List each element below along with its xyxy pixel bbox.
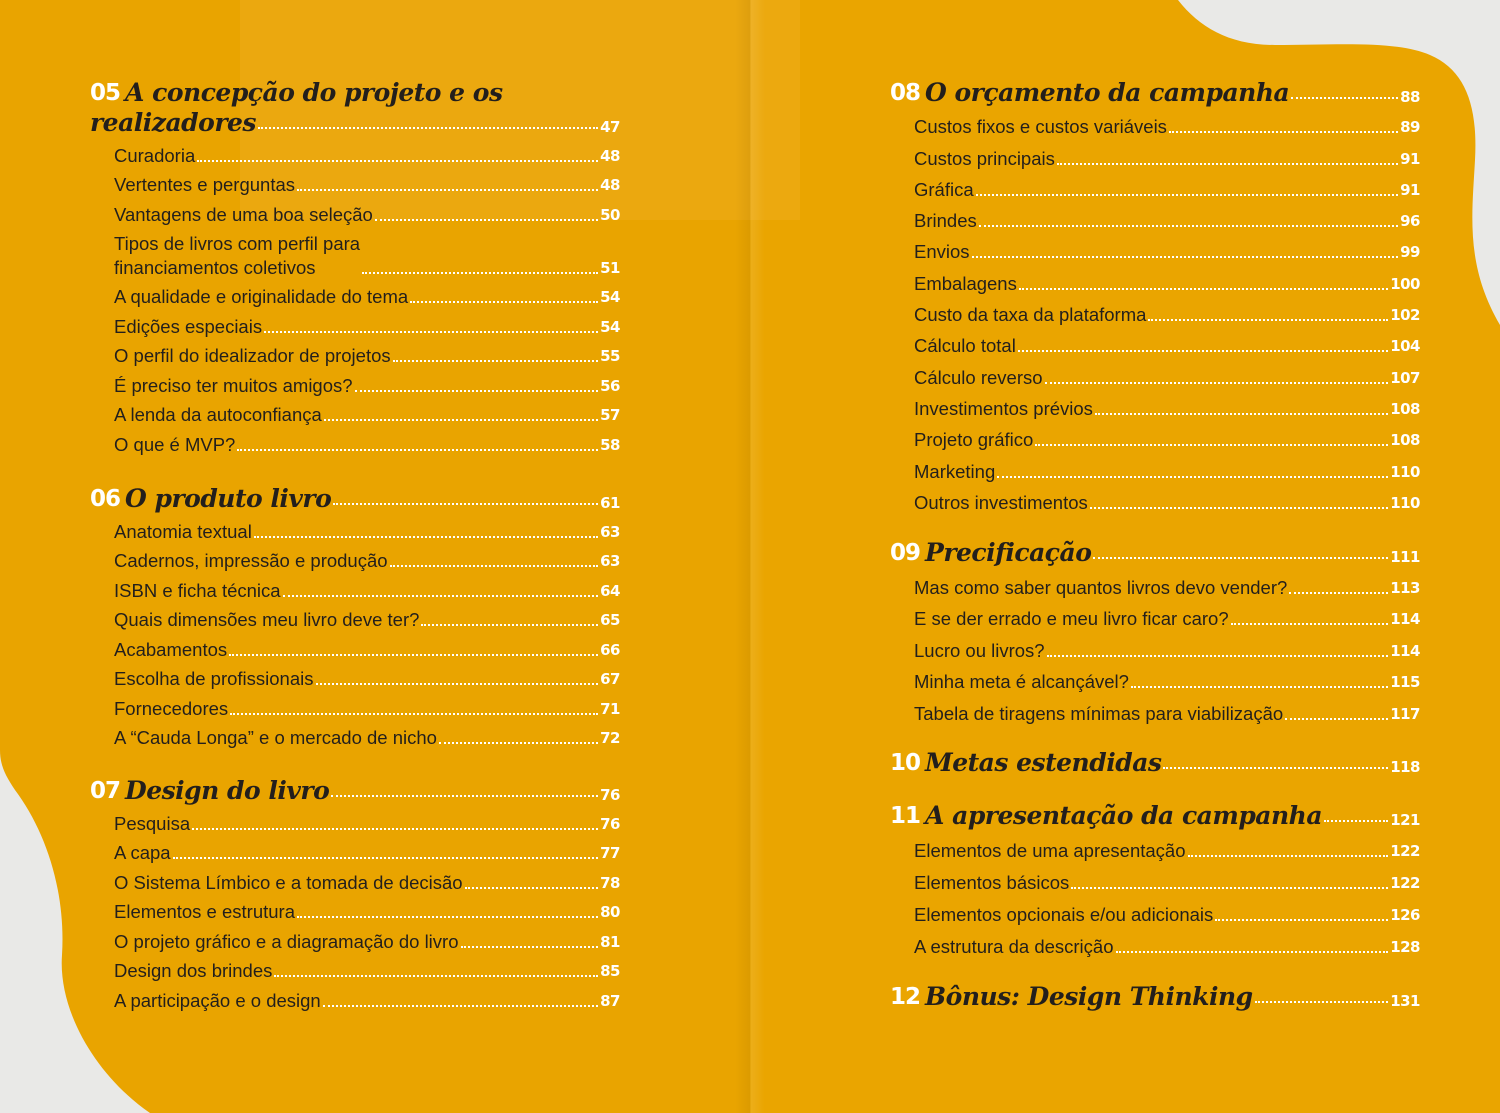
chapter-title: O produto livro <box>125 484 332 513</box>
dot-leader <box>1057 163 1398 165</box>
dot-leader <box>1071 887 1388 889</box>
chapter-heading <box>90 78 620 108</box>
dot-leader <box>173 857 599 859</box>
entry-title: Anatomia textual <box>114 520 252 542</box>
entry-page: 77 <box>600 844 620 862</box>
entry-page: 108 <box>1390 399 1420 418</box>
dot-leader <box>230 713 598 715</box>
chapter-heading <box>90 484 620 514</box>
dot-leader <box>1035 444 1388 446</box>
entry-title: Cálculo reverso <box>914 366 1043 388</box>
entry-title: Outros investimentos <box>914 491 1088 513</box>
chapter-number: 12 <box>890 984 921 1010</box>
toc-entry[interactable] <box>890 139 1420 170</box>
entry-page: 63 <box>600 552 620 570</box>
toc-entry[interactable] <box>890 694 1420 726</box>
toc-entry[interactable] <box>890 171 1420 202</box>
entry-title: Elementos opcionais e/ou adicionais <box>914 904 1214 925</box>
toc-entry[interactable] <box>90 309 620 339</box>
entry-page: 99 <box>1400 243 1420 262</box>
toc-entry[interactable] <box>890 358 1420 389</box>
entry-title: Elementos e estrutura <box>114 901 295 922</box>
entry-page: 114 <box>1390 610 1420 628</box>
entry-page: 65 <box>600 611 620 629</box>
toc-entry[interactable] <box>90 427 620 457</box>
toc-entry[interactable] <box>90 514 620 544</box>
entry-page: 71 <box>600 699 620 718</box>
page-number: 131 <box>1390 992 1420 1010</box>
dot-leader <box>439 742 598 744</box>
entry-title: Projeto gráfico <box>914 429 1034 451</box>
chapter-title: Bônus: Design Thinking <box>925 982 1253 1011</box>
entry-page: 128 <box>1390 938 1420 956</box>
entry-title-line1: Tipos de livros com perfil para <box>114 232 361 254</box>
entry-page: 78 <box>600 873 620 892</box>
chapter-10 <box>890 748 1420 778</box>
entry-title: A “Cauda Longa” e o mercado de nicho <box>114 727 437 748</box>
entry-page: 57 <box>600 406 620 424</box>
toc-entry[interactable] <box>90 865 620 895</box>
toc-entry[interactable] <box>890 895 1420 927</box>
entry-page: 80 <box>600 903 620 921</box>
toc-entry[interactable] <box>90 280 620 310</box>
dot-leader <box>1289 592 1388 594</box>
entry-title: Envios <box>914 241 970 263</box>
entry-page: 100 <box>1390 274 1420 293</box>
toc-entry[interactable] <box>90 197 620 227</box>
entry-title: Brindes <box>914 210 977 232</box>
dot-leader <box>1324 820 1388 822</box>
toc-entry[interactable] <box>890 452 1420 483</box>
toc-entry[interactable] <box>890 863 1420 895</box>
dot-leader <box>1095 413 1388 415</box>
toc-entry[interactable] <box>890 108 1420 139</box>
entry-title: O projeto gráfico e a diagramação do livro <box>114 930 459 952</box>
chapter-heading <box>890 538 1420 568</box>
dot-leader <box>264 331 598 333</box>
chapter-heading <box>890 982 1420 1012</box>
dot-leader <box>976 194 1398 196</box>
entry-title: Embalagens <box>914 272 1017 294</box>
entry-list <box>90 514 620 750</box>
toc-entry[interactable] <box>890 327 1420 358</box>
entry-title: Cálculo total <box>914 335 1016 357</box>
dot-leader <box>1045 382 1389 384</box>
entry-page: 72 <box>600 729 620 747</box>
entry-page: 50 <box>600 205 620 224</box>
toc-entry[interactable] <box>90 227 620 280</box>
entry-title: Escolha de profissionais <box>114 668 314 689</box>
chapter-07 <box>90 776 620 1013</box>
toc-entry[interactable] <box>90 573 620 603</box>
entry-page: 117 <box>1390 704 1420 723</box>
entry-page: 54 <box>600 317 620 336</box>
chapter-number: 10 <box>890 750 921 776</box>
toc-entry[interactable] <box>890 484 1420 515</box>
entry-page: 110 <box>1390 493 1420 512</box>
dot-leader <box>1047 655 1389 657</box>
toc-entry[interactable] <box>90 544 620 574</box>
entry-page: 113 <box>1390 578 1420 597</box>
toc-entry[interactable] <box>890 831 1420 863</box>
entry-page: 55 <box>600 347 620 365</box>
entry-page: 56 <box>600 376 620 395</box>
toc-entry[interactable] <box>90 662 620 692</box>
entry-page: 54 <box>600 288 620 306</box>
entry-title: Elementos de uma apresentação <box>914 840 1186 861</box>
dot-leader <box>1188 855 1389 857</box>
chapter-05 <box>90 78 620 457</box>
entry-title: Vertentes e perguntas <box>114 174 296 195</box>
dot-leader <box>192 828 598 830</box>
entry-title: Design dos brindes <box>114 960 273 981</box>
dot-leader <box>355 390 599 392</box>
entry-title: Cadernos, impressão e produção <box>114 550 388 571</box>
entry-page: 81 <box>600 932 620 951</box>
chapter-heading <box>890 801 1420 831</box>
entry-title: O Sistema Límbico e a tomada de decisão <box>114 871 463 893</box>
dot-leader <box>362 272 598 274</box>
chapter-heading <box>90 776 620 806</box>
dot-leader <box>1169 131 1398 133</box>
toc-entry[interactable] <box>90 721 620 751</box>
dot-leader <box>465 887 599 889</box>
entry-page: 66 <box>600 640 620 659</box>
entry-page: 48 <box>600 146 620 165</box>
entry-title: Investimentos prévios <box>914 397 1093 419</box>
dot-leader <box>979 225 1398 227</box>
chapter-heading <box>890 748 1420 778</box>
chapter-title: Metas estendidas <box>925 748 1162 777</box>
toc-entry[interactable] <box>890 264 1420 295</box>
entry-title: Elementos básicos <box>914 872 1070 893</box>
entry-title: Curadoria <box>114 144 196 166</box>
page-number: 88 <box>1400 88 1420 106</box>
entry-page: 115 <box>1390 673 1420 691</box>
dot-leader <box>1131 686 1388 688</box>
entry-page: 85 <box>600 962 620 980</box>
entry-page: 91 <box>1400 180 1420 199</box>
entry-page: 110 <box>1390 462 1420 481</box>
toc-entry[interactable] <box>890 600 1420 632</box>
entry-title: Vantagens de uma boa seleção <box>114 203 373 225</box>
entry-page: 87 <box>600 991 620 1010</box>
dot-leader <box>997 476 1388 478</box>
toc-entry[interactable] <box>90 632 620 662</box>
toc-entry[interactable] <box>890 927 1420 959</box>
chapter-title: A concepção do projeto e os <box>125 78 503 107</box>
dot-leader <box>1019 288 1388 290</box>
entry-title: A capa <box>114 842 171 863</box>
dot-leader <box>1093 557 1388 559</box>
entry-page: 76 <box>600 814 620 833</box>
entry-title <box>114 232 360 280</box>
entry-list <box>890 831 1420 959</box>
toc-entry[interactable] <box>890 631 1420 663</box>
entry-title: ISBN e ficha técnica <box>114 579 281 601</box>
dot-leader <box>283 595 599 597</box>
chapter-title: A apresentação da campanha <box>925 801 1323 830</box>
entry-title: A lenda da autoconfiança <box>114 404 322 425</box>
chapter-title: O orçamento da campanha <box>925 78 1290 107</box>
page-number: 121 <box>1390 811 1420 829</box>
entry-title: Tabela de tiragens mínimas para viabilização <box>914 702 1284 724</box>
toc-entry[interactable] <box>90 924 620 954</box>
dot-leader <box>316 683 599 685</box>
entry-page: 102 <box>1390 306 1420 325</box>
entry-title: A qualidade e originalidade do tema <box>114 286 409 307</box>
dot-leader <box>331 795 598 797</box>
dot-leader <box>324 419 598 421</box>
entry-page: 64 <box>600 581 620 600</box>
dot-leader <box>461 946 599 948</box>
toc-entry[interactable] <box>890 421 1420 452</box>
entry-page: 51 <box>600 258 620 277</box>
dot-leader <box>323 1005 598 1007</box>
dot-leader <box>1255 1001 1389 1003</box>
entry-title: Acabamentos <box>114 638 228 660</box>
dot-leader <box>1116 951 1389 953</box>
entry-title: Custos principais <box>914 147 1055 169</box>
entry-list <box>90 806 620 1013</box>
entry-page: 122 <box>1390 874 1420 892</box>
entry-title: Custos fixos e custos variáveis <box>914 116 1167 138</box>
entry-title: O que é MVP? <box>114 433 236 455</box>
toc-entry[interactable] <box>90 138 620 168</box>
dot-leader <box>237 449 598 451</box>
entry-page: 126 <box>1390 906 1420 924</box>
chapter-08 <box>890 78 1420 515</box>
chapter-number: 09 <box>890 540 921 566</box>
dot-leader <box>421 624 598 626</box>
dot-leader <box>197 160 598 162</box>
entry-page: 63 <box>600 522 620 541</box>
toc-entry[interactable] <box>90 603 620 633</box>
page-number: 76 <box>600 786 620 804</box>
chapter-06 <box>90 484 620 750</box>
entry-title: O perfil do idealizador de projetos <box>114 345 391 366</box>
toc-entry[interactable] <box>90 691 620 721</box>
toc-entry[interactable] <box>90 983 620 1013</box>
dot-leader <box>375 219 598 221</box>
toc-entry[interactable] <box>90 168 620 198</box>
entry-page: 114 <box>1390 641 1420 660</box>
dot-leader <box>254 536 598 538</box>
dot-leader <box>333 503 598 505</box>
dot-leader <box>390 565 599 567</box>
toc-entry[interactable] <box>90 836 620 866</box>
entry-title: Edições especiais <box>114 315 263 337</box>
dot-leader <box>1215 919 1388 921</box>
toc-entry[interactable] <box>90 339 620 369</box>
entry-title-line2: financiamentos coletivos <box>114 256 316 278</box>
toc-entry[interactable] <box>90 954 620 984</box>
dot-leader <box>258 127 598 129</box>
entry-list <box>90 138 620 457</box>
entry-title: Marketing <box>914 460 996 482</box>
dot-leader <box>1018 350 1388 352</box>
entry-page: 107 <box>1390 368 1420 387</box>
page-number: 118 <box>1390 758 1420 776</box>
chapter-number: 06 <box>90 486 121 512</box>
toc-entry[interactable] <box>890 296 1420 327</box>
chapter-title: Precificação <box>925 538 1092 567</box>
chapter-number: 08 <box>890 80 921 106</box>
chapter-number: 07 <box>90 778 121 804</box>
chapter-number: 05 <box>90 80 121 106</box>
dot-leader <box>410 301 598 303</box>
dot-leader <box>297 189 598 191</box>
entry-page: 89 <box>1400 118 1420 137</box>
entry-title: Minha meta é alcançável? <box>914 671 1129 692</box>
dot-leader <box>274 975 598 977</box>
toc-entry[interactable] <box>90 398 620 428</box>
entry-page: 108 <box>1390 431 1420 450</box>
chapter-09 <box>890 538 1420 726</box>
toc-entry[interactable] <box>890 390 1420 421</box>
entry-title: Mas como saber quantos livros devo vender? <box>914 576 1288 598</box>
dot-leader <box>972 256 1399 258</box>
entry-title: É preciso ter muitos amigos? <box>114 374 353 396</box>
dot-leader <box>1291 97 1398 99</box>
entry-title: Lucro ou livros? <box>914 639 1045 661</box>
chapter-title-row <box>90 108 620 138</box>
dot-leader <box>229 654 598 656</box>
entry-page: 96 <box>1400 212 1420 231</box>
toc-entry[interactable] <box>890 202 1420 233</box>
chapter-title: Design do livro <box>125 776 330 805</box>
entry-page: 122 <box>1390 842 1420 860</box>
entry-list <box>890 568 1420 726</box>
entry-page: 91 <box>1400 149 1420 168</box>
toc-entry[interactable] <box>890 663 1420 695</box>
entry-title: A estrutura da descrição <box>914 936 1114 957</box>
chapter-title-cont: realizadores <box>90 108 256 137</box>
toc-entry[interactable] <box>90 895 620 925</box>
entry-title: Pesquisa <box>114 812 191 834</box>
page-number: 47 <box>600 118 620 136</box>
toc-entry[interactable] <box>890 233 1420 264</box>
entry-page: 67 <box>600 670 620 688</box>
toc-entry[interactable] <box>90 806 620 836</box>
dot-leader <box>393 360 598 362</box>
entry-title: E se der errado e meu livro ficar caro? <box>914 608 1229 629</box>
chapter-heading <box>890 78 1420 108</box>
toc-entry[interactable] <box>90 368 620 398</box>
entry-page: 48 <box>600 176 620 194</box>
chapter-11 <box>890 801 1420 959</box>
entry-title: Gráfica <box>914 178 974 200</box>
dot-leader <box>1285 718 1388 720</box>
page-number: 61 <box>600 494 620 512</box>
entry-page: 104 <box>1390 337 1420 356</box>
entry-title: Custo da taxa da plataforma <box>914 304 1147 326</box>
dot-leader <box>1090 507 1388 509</box>
dot-leader <box>297 916 598 918</box>
page-number: 111 <box>1390 548 1420 566</box>
dot-leader <box>1231 623 1389 625</box>
dot-leader <box>1163 767 1388 769</box>
entry-title: A participação e o design <box>114 989 321 1011</box>
entry-title: Quais dimensões meu livro deve ter? <box>114 609 420 630</box>
chapter-number: 11 <box>890 803 921 829</box>
toc-entry[interactable] <box>890 568 1420 600</box>
dot-leader <box>1148 319 1388 321</box>
entry-title: Fornecedores <box>114 697 229 719</box>
entry-page: 58 <box>600 435 620 454</box>
chapter-12 <box>890 982 1420 1012</box>
entry-list <box>890 108 1420 515</box>
